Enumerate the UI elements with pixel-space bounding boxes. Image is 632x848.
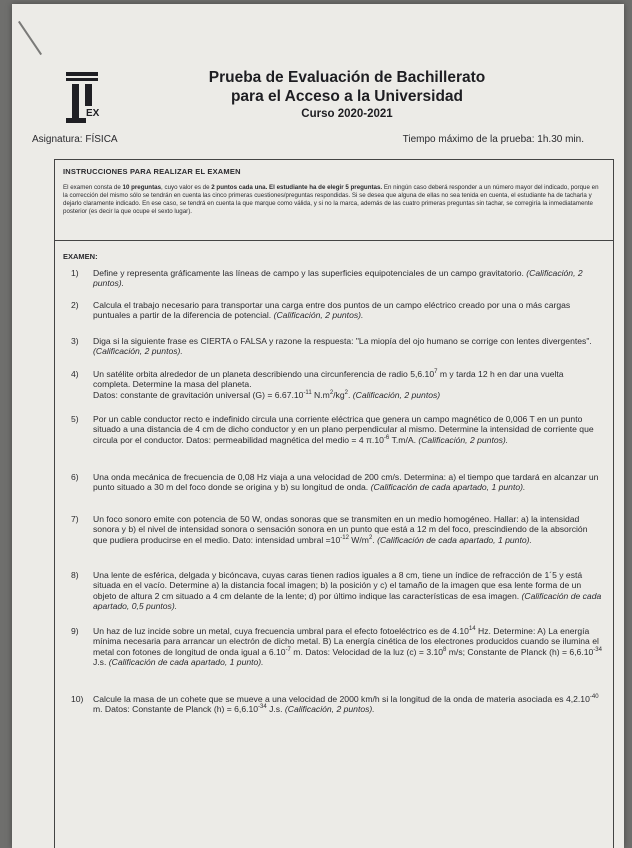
question-9: 9) Un haz de luz incide sobre un metal, cuya frecuencia umbral para el efecto fotoeléctrico es de 4.10$^{14}$ Hz. Determine: A) La energía mínima necesaria para arrancar un electrón de dicho metal. B) La energía cinética de los electrones producidos cuando se ilumina el metal con fotones de longitud de onda igual a $6.10^{-7}$ m. Datos: Velocidad de la luz $(c) = 3.10^8$ m/s; Constante de Planck $(h) = 6,6.10^{-34}$ J.s. (Calificación de cada apartado, 1 punto). bbox=[71, 626, 602, 668]
question-1: 1) Define y representa gráficamente las líneas de campo y las superficies equipotenciales de un campo gravitatorio. (Calificación, 2 puntos). bbox=[71, 268, 583, 289]
question-10: 10) Calcule la masa de un cohete que se mueve a una velocidad de 2000 km/h si la longitud de la onda de materia asociada es $4,2.10^{-40}$ m. Datos: Constante de Planck $(h) = 6,6.10^{-34}$ J.s. (Calificación, 2 puntos). bbox=[71, 694, 599, 715]
subject-label: Asignatura: FÍSICA bbox=[32, 134, 118, 145]
exam-title bbox=[182, 68, 512, 122]
title-line-2: para el Acceso a la Universidad bbox=[230, 88, 464, 105]
question-5: 5) Por un cable conductor recto e indefinido circula una corriente eléctrica que genera un campo magnético de 0,006 T en un punto situado a una distancia de 4 cm de dicho conductor y en un plano perpendicular al mismo. Determine la intensidad de corriente que circula por el conductor. Datos: permeabilidad magnética del medio = 4 $\pi.10^{-6}$ T.m/A. (Calificación, 2 puntos). bbox=[71, 414, 594, 445]
title-line-1: Prueba de Evaluación de Bachillerato bbox=[208, 69, 486, 86]
question-6: 6) Una onda mecánica de frecuencia de 0,08 Hz viaja a una velocidad de 200 cm/s. Determina: a) el tiempo que tardará en alcanzar un punto situado a 30 m del foco donde se origina y b) su longitud de onda. (Calificación de cada apartado, 1 punto). bbox=[71, 472, 599, 493]
exam-heading: EXAMEN: bbox=[63, 252, 98, 261]
course-year: Curso 2020-2021 bbox=[301, 108, 393, 120]
duration-label: Tiempo máximo de la prueba: 1h.30 min. bbox=[402, 134, 584, 145]
question-3: 3) Diga si la siguiente frase es CIERTA o FALSA y razone la respuesta: "La miopía del ojo humano se corrige con lentes divergentes". (Calificación, 2 puntos). bbox=[71, 336, 592, 357]
question-4: 4) Un satélite orbita alrededor de un planeta describiendo una circunferencia de radio 5,6.10$^7$ m y tarda 12 h en dar una vuelta completa. Determine la masa del planeta. Datos: constante de gravitación universal $(G) = 6.67.10^{-11}$ $N.m^2/kg^2$. (Calificación, 2 puntos) bbox=[71, 369, 564, 400]
exam-box bbox=[54, 159, 614, 848]
question-8: 8) Una lente de esférica, delgada y bicóncava, cuyas caras tienen radios iguales a 8 cm, tiene un índice de refracción de 1´5 y está situada en el vacío. Determine a) la distancia focal imagen; b) la posición y c) el tamaño de la imagen que esa lente forma de un objeto de altura 2 cm situado a 4 cm delante de la lente; d) por último indique las características de esa imagen. (Calificación de cada apartado, 0,5 puntos). bbox=[71, 570, 602, 612]
instructions-text: El examen consta de 10 preguntas, cuyo valor es de 2 puntos cada una. El estudiante ha de elegir 5 preguntas. En ningún caso deberá responder a un número mayor del indicado, porque en la corrección del mismo sólo se tendrán en cuenta las cinco primeras cuestiones/preguntas respondidas. Si se desea que alguna de ellas no sea tenida en cuenta, el estudiante ha de tacharla y dejarlo claramente indicado. En ese caso, se tendrá en cuenta la que marque como válida, y si no la marca, además de las cuatro primeras preguntas sin tachar, se corregiría la inmediatamente posterior (es decir la que ocupe el sexto lugar). bbox=[63, 184, 599, 215]
paper-crease bbox=[18, 21, 42, 55]
exam-sheet bbox=[12, 4, 624, 848]
university-logo bbox=[66, 72, 100, 126]
logo-label: EX bbox=[86, 108, 100, 119]
question-7: 7) Un foco sonoro emite con potencia de 50 W, ondas sonoras que se transmiten en un medio homogéneo. Hallar: a) la intensidad sonora y b) el nivel de intensidad sonora o sensación sonora en un punto que está a 12 m del foco, prescindiendo de la absorción que pudiera producirse en el medio. Dato: intensidad umbral $=10^{-12}$ $W/m^2$. (Calificación de cada apartado, 1 punto). bbox=[71, 514, 588, 545]
question-2: 2) Calcula el trabajo necesario para transportar una carga entre dos puntos de un campo eléctrico creado por una o más cargas puntuales a partir de la diferencia de potencial. (Calificación, 2 puntos). bbox=[71, 300, 571, 321]
instructions-heading: INSTRUCCIONES PARA REALIZAR EL EXAMEN bbox=[63, 167, 241, 176]
section-divider bbox=[55, 240, 613, 241]
